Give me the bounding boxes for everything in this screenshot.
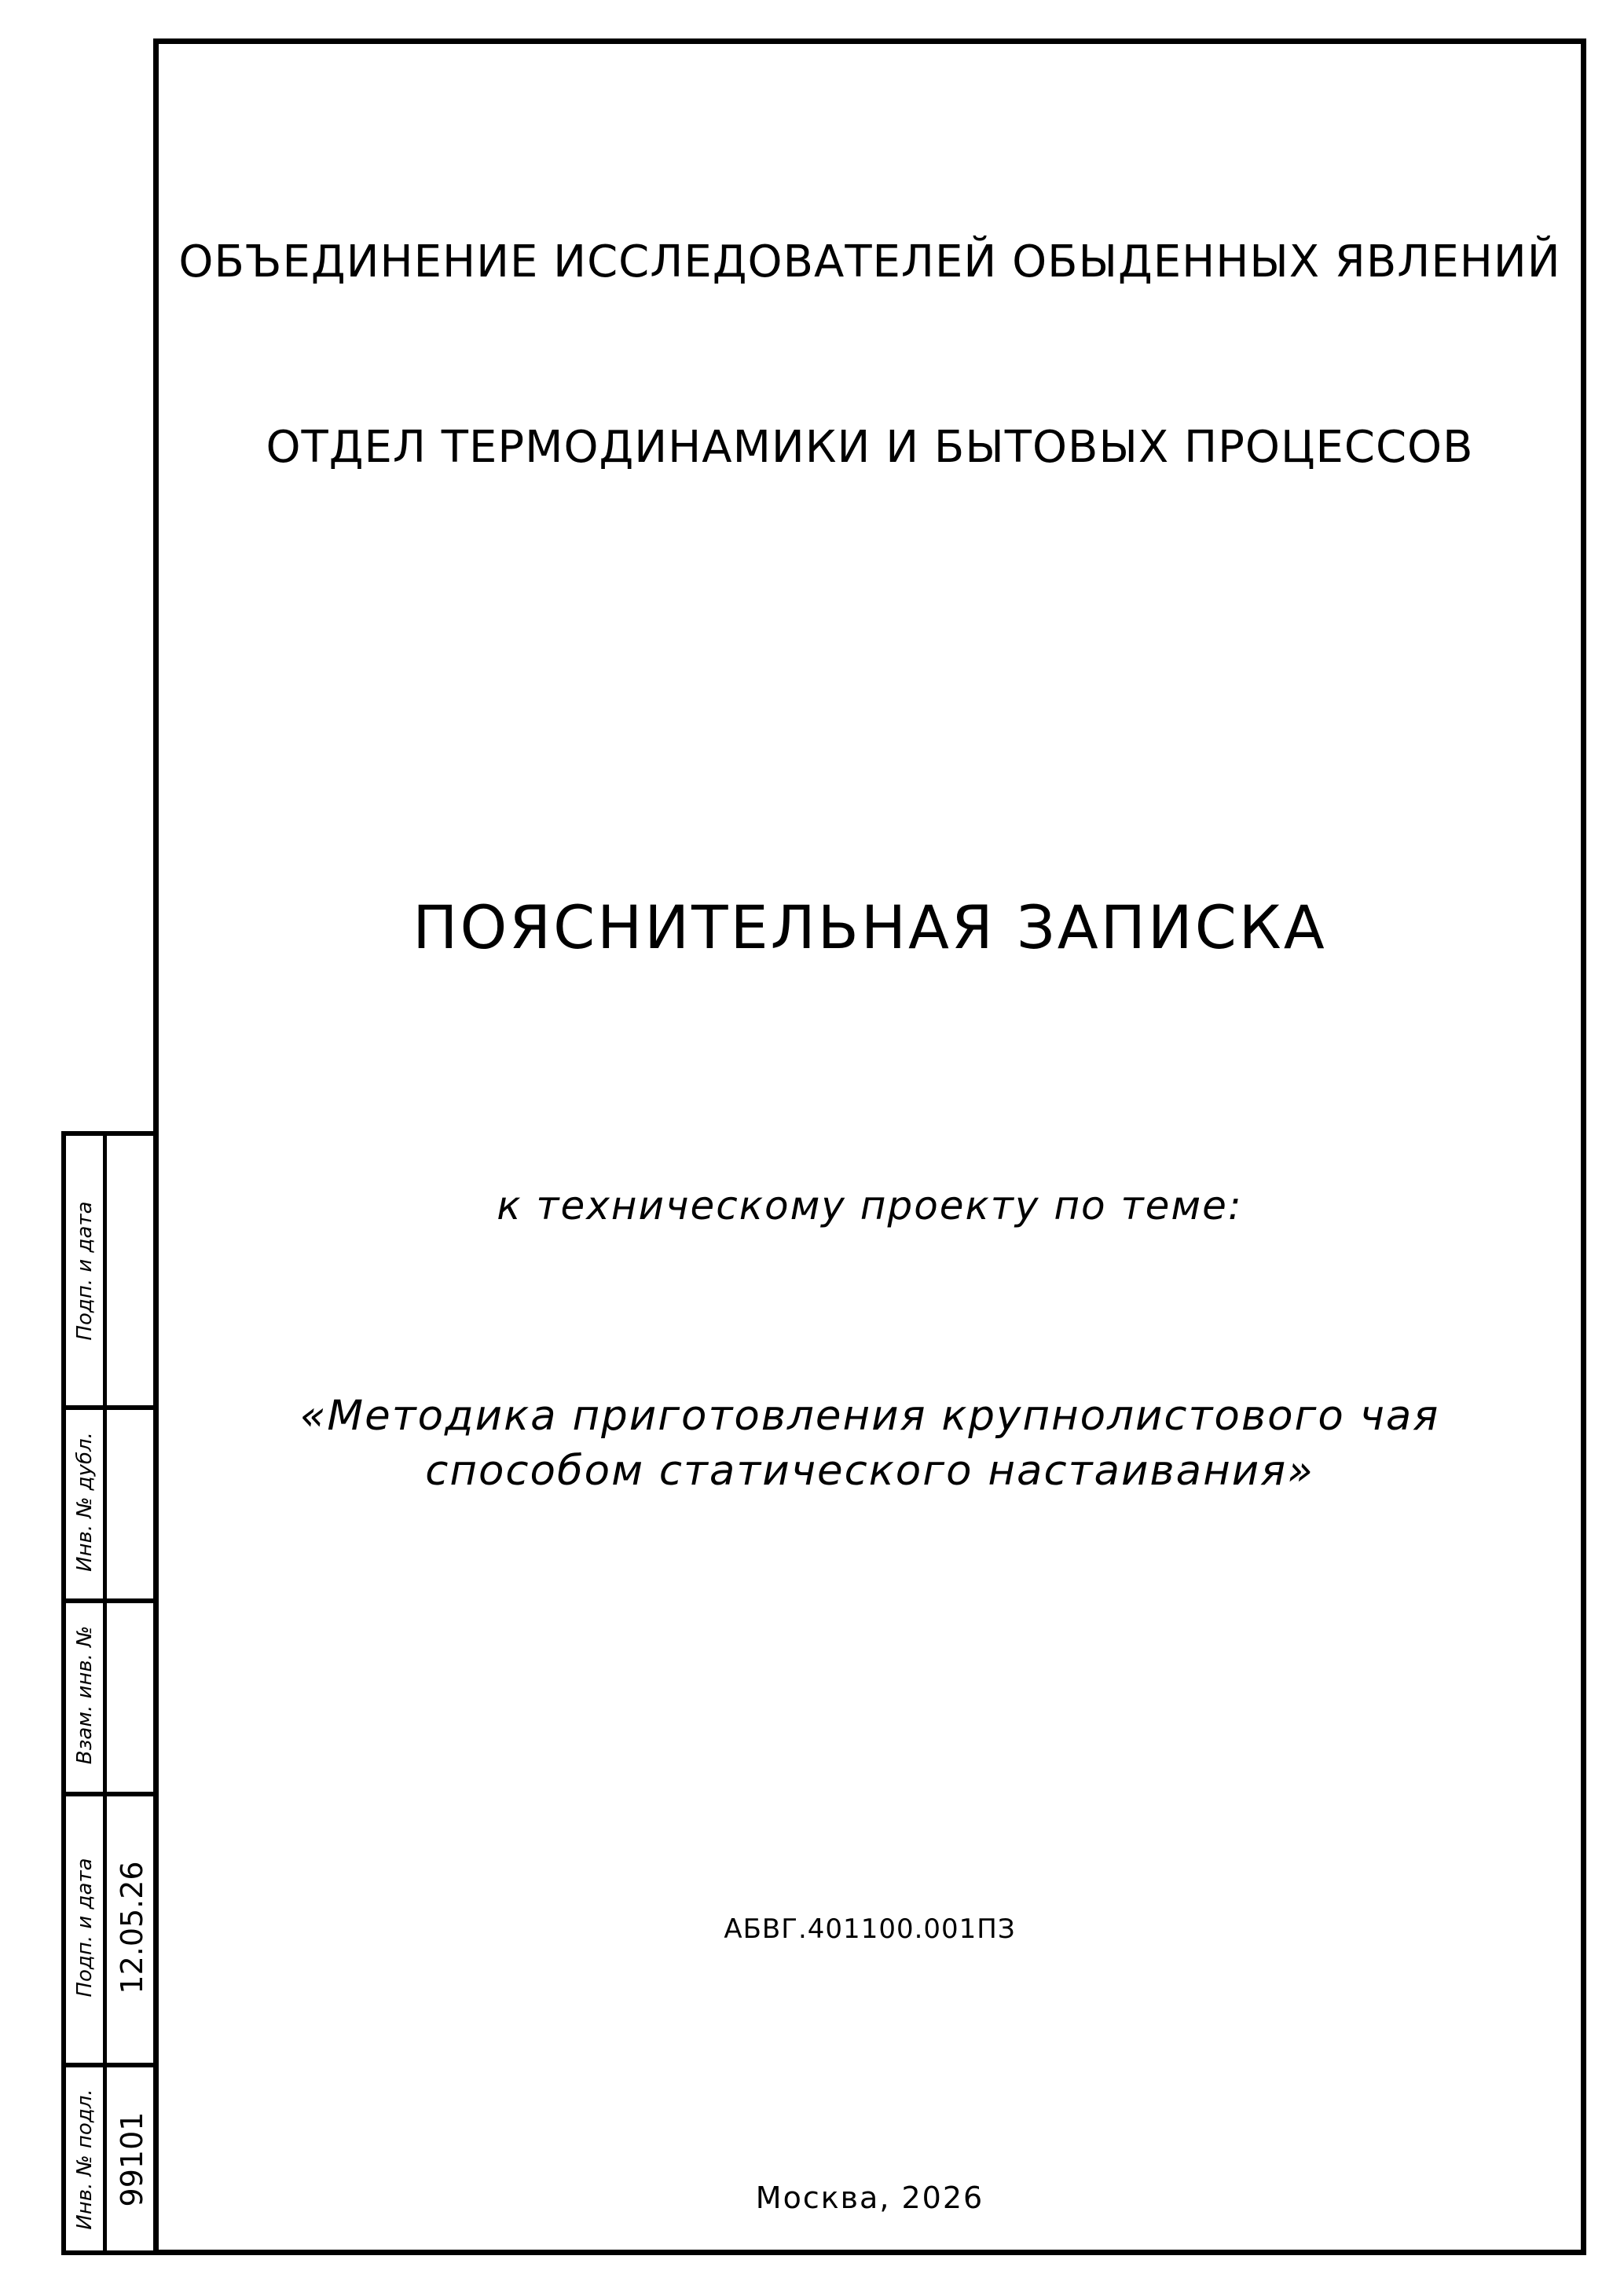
stamp-value-sign-date-2: 12.05.26 xyxy=(115,1861,149,1994)
stamp-row-divider xyxy=(66,1405,159,1410)
stamp-label-orig-inv: Инв. № подл. xyxy=(73,2089,97,2230)
stamp-label-replace-inv: Взам. инв. № xyxy=(73,1625,97,1765)
side-stamp xyxy=(61,1131,159,2255)
topic-line-1: «Методика приготовления крупнолистового чая xyxy=(299,1392,1440,1440)
stamp-label-sign-date-1: Подп. и дата xyxy=(73,1201,97,1341)
document-title: ПОЯСНИТЕЛЬНАЯ ЗАПИСКА xyxy=(412,892,1327,962)
topic-line-2: способом статического настаивания» xyxy=(425,1447,1314,1495)
stamp-value-orig-inv: 99101 xyxy=(115,2111,149,2207)
stamp-row-divider xyxy=(66,2063,159,2067)
stamp-row-divider xyxy=(66,1598,159,1603)
organization-name: ОБЪЕДИНЕНИЕ ИССЛЕДОВАТЕЛЕЙ ОБЫДЕННЫХ ЯВЛЕНИЙ xyxy=(178,236,1561,287)
document-code: АБВГ.401100.001ПЗ xyxy=(724,1913,1016,1945)
stamp-label-dup-inv: Инв. № дубл. xyxy=(73,1432,97,1572)
stamp-label-sign-date-2: Подп. и дата xyxy=(73,1858,97,1998)
city-year: Москва, 2026 xyxy=(755,2181,984,2215)
document-frame xyxy=(153,38,1586,2255)
stamp-column-divider xyxy=(103,1136,107,2250)
department-name: ОТДЕЛ ТЕРМОДИНАМИКИ И БЫТОВЫХ ПРОЦЕССОВ xyxy=(266,422,1474,473)
stamp-row-divider xyxy=(66,1792,159,1796)
document-subtitle: к техническому проекту по теме: xyxy=(497,1183,1243,1229)
